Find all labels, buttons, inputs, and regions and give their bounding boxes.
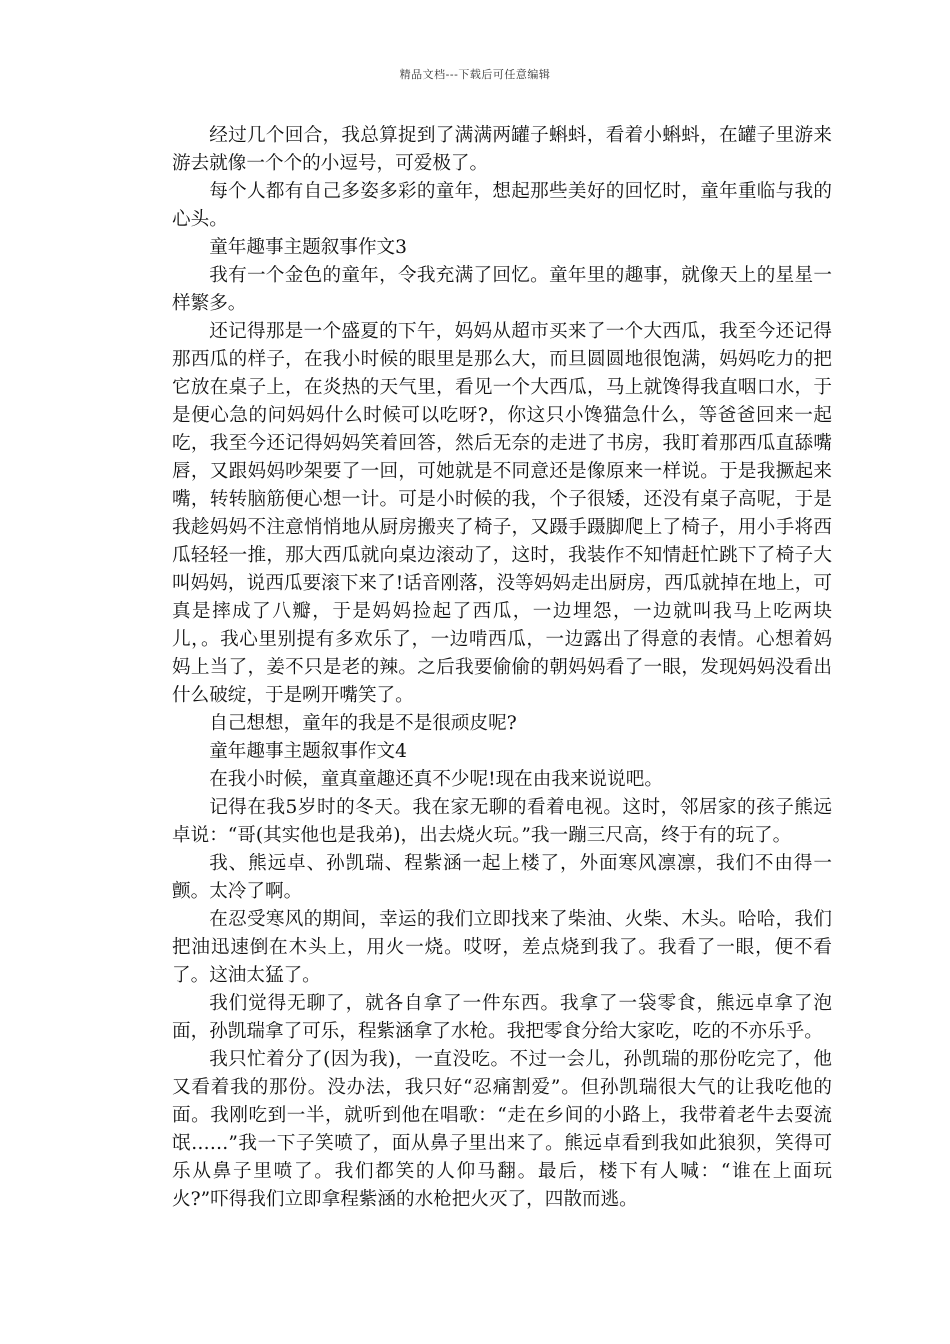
paragraph: 在忍受寒风的期间，幸运的我们立即找来了柴油、火柴、木头。哈哈，我们把油迅速倒在木头上，用火一烧。哎呀，差点烧到我了。我看了一眼，便不看了。这油太猛了。 [172,909,832,986]
paragraph: 我们觉得无聊了，就各自拿了一件东西。我拿了一袋零食，熊远卓拿了泡面，孙凯瑞拿了可乐，程紫涵拿了水枪。我把零食分给大家吃，吃的不亦乐乎。 [172,993,832,1042]
paragraph: 我有一个金色的童年，令我充满了回忆。童年里的趣事，就像天上的星星一样繁多。 [172,265,832,314]
paragraph: 每个人都有自己多姿多彩的童年，想起那些美好的回忆时，童年重临与我的心头。 [172,181,832,230]
section-heading: 童年趣事主题叙事作文3 [209,237,407,258]
paragraph: 我、熊远卓、孙凯瑞、程紫涵一起上楼了，外面寒风凛凛，我们不由得一颤。太冷了啊。 [172,853,832,902]
document-body [172,122,832,1214]
page-header: 精品文档---下载后可任意编辑 [399,68,551,81]
section-heading: 童年趣事主题叙事作文4 [209,741,407,762]
paragraph: 我只忙着分了(因为我)，一直没吃。不过一会儿，孙凯瑞的那份吃完了，他又看着我的那份。没办法，我只好“忍痛割爱”。但孙凯瑞很大气的让我吃他的面。我刚吃到一半，就听到他在唱歌：“走在乡间的小路上，我带着老牛去耍流氓……”我一下子笑喷了，面从鼻子里出来了。熊远卓看到我如此狼狈，笑得可乐从鼻子里喷了。我们都笑的人仰马翻。最后，楼下有人喊：“谁在上面玩火?”吓得我们立即拿程紫涵的水枪把火灭了，四散而逃。 [172,1049,832,1210]
paragraph: 经过几个回合，我总算捉到了满满两罐子蝌蚪，看着小蝌蚪，在罐子里游来游去就像一个个的小逗号，可爱极了。 [172,125,832,174]
paragraph: 自己想想，童年的我是不是很顽皮呢? [209,713,517,734]
paragraph: 记得在我5岁时的冬天。我在家无聊的看着电视。这时，邻居家的孩子熊远卓说：“哥(其实他也是我弟)，出去烧火玩。”我一蹦三尺高，终于有的玩了。 [172,797,832,846]
paragraph: 还记得那是一个盛夏的下午，妈妈从超市买来了一个大西瓜，我至今还记得那西瓜的样子，在我小时候的眼里是那么大，而旦圆圆地很饱满，妈妈吃力的把它放在桌子上，在炎热的天气里，看见一个大西瓜，马上就馋得我直咽口水，于是便心急的问妈妈什么时候可以吃呀?，你这只小馋猫急什么，等爸爸回来一起吃，我至今还记得妈妈笑着回答，然后无奈的走进了书房，我盯着那西瓜直舔嘴唇，又跟妈妈吵架要了一回，可她就是不同意还是像原来一样说。于是我撅起来嘴，转转脑筋便心想一计。可是小时候的我，个子很矮，还没有桌子高呢，于是我趁妈妈不注意悄悄地从厨房搬夹了椅子，又蹑手蹑脚爬上了椅子，用小手将西瓜轻轻一推，那大西瓜就向桌边滚动了，这时，我装作不知情赶忙跳下了椅子大叫妈妈，说西瓜要滚下来了!话音刚落，没等妈妈走出厨房，西瓜就掉在地上，可真是摔成了八瓣，于是妈妈捡起了西瓜，一边埋怨，一边就叫我马上吃两块儿，。我心里别提有多欢乐了，一边啃西瓜，一边露出了得意的表情。心想着妈妈上当了，姜不只是老的辣。之后我要偷偷的朝妈妈看了一眼，发现妈妈没看出什么破绽，于是咧开嘴笑了。 [172,321,832,706]
paragraph: 在我小时候，童真童趣还真不少呢!现在由我来说说吧。 [209,769,663,790]
